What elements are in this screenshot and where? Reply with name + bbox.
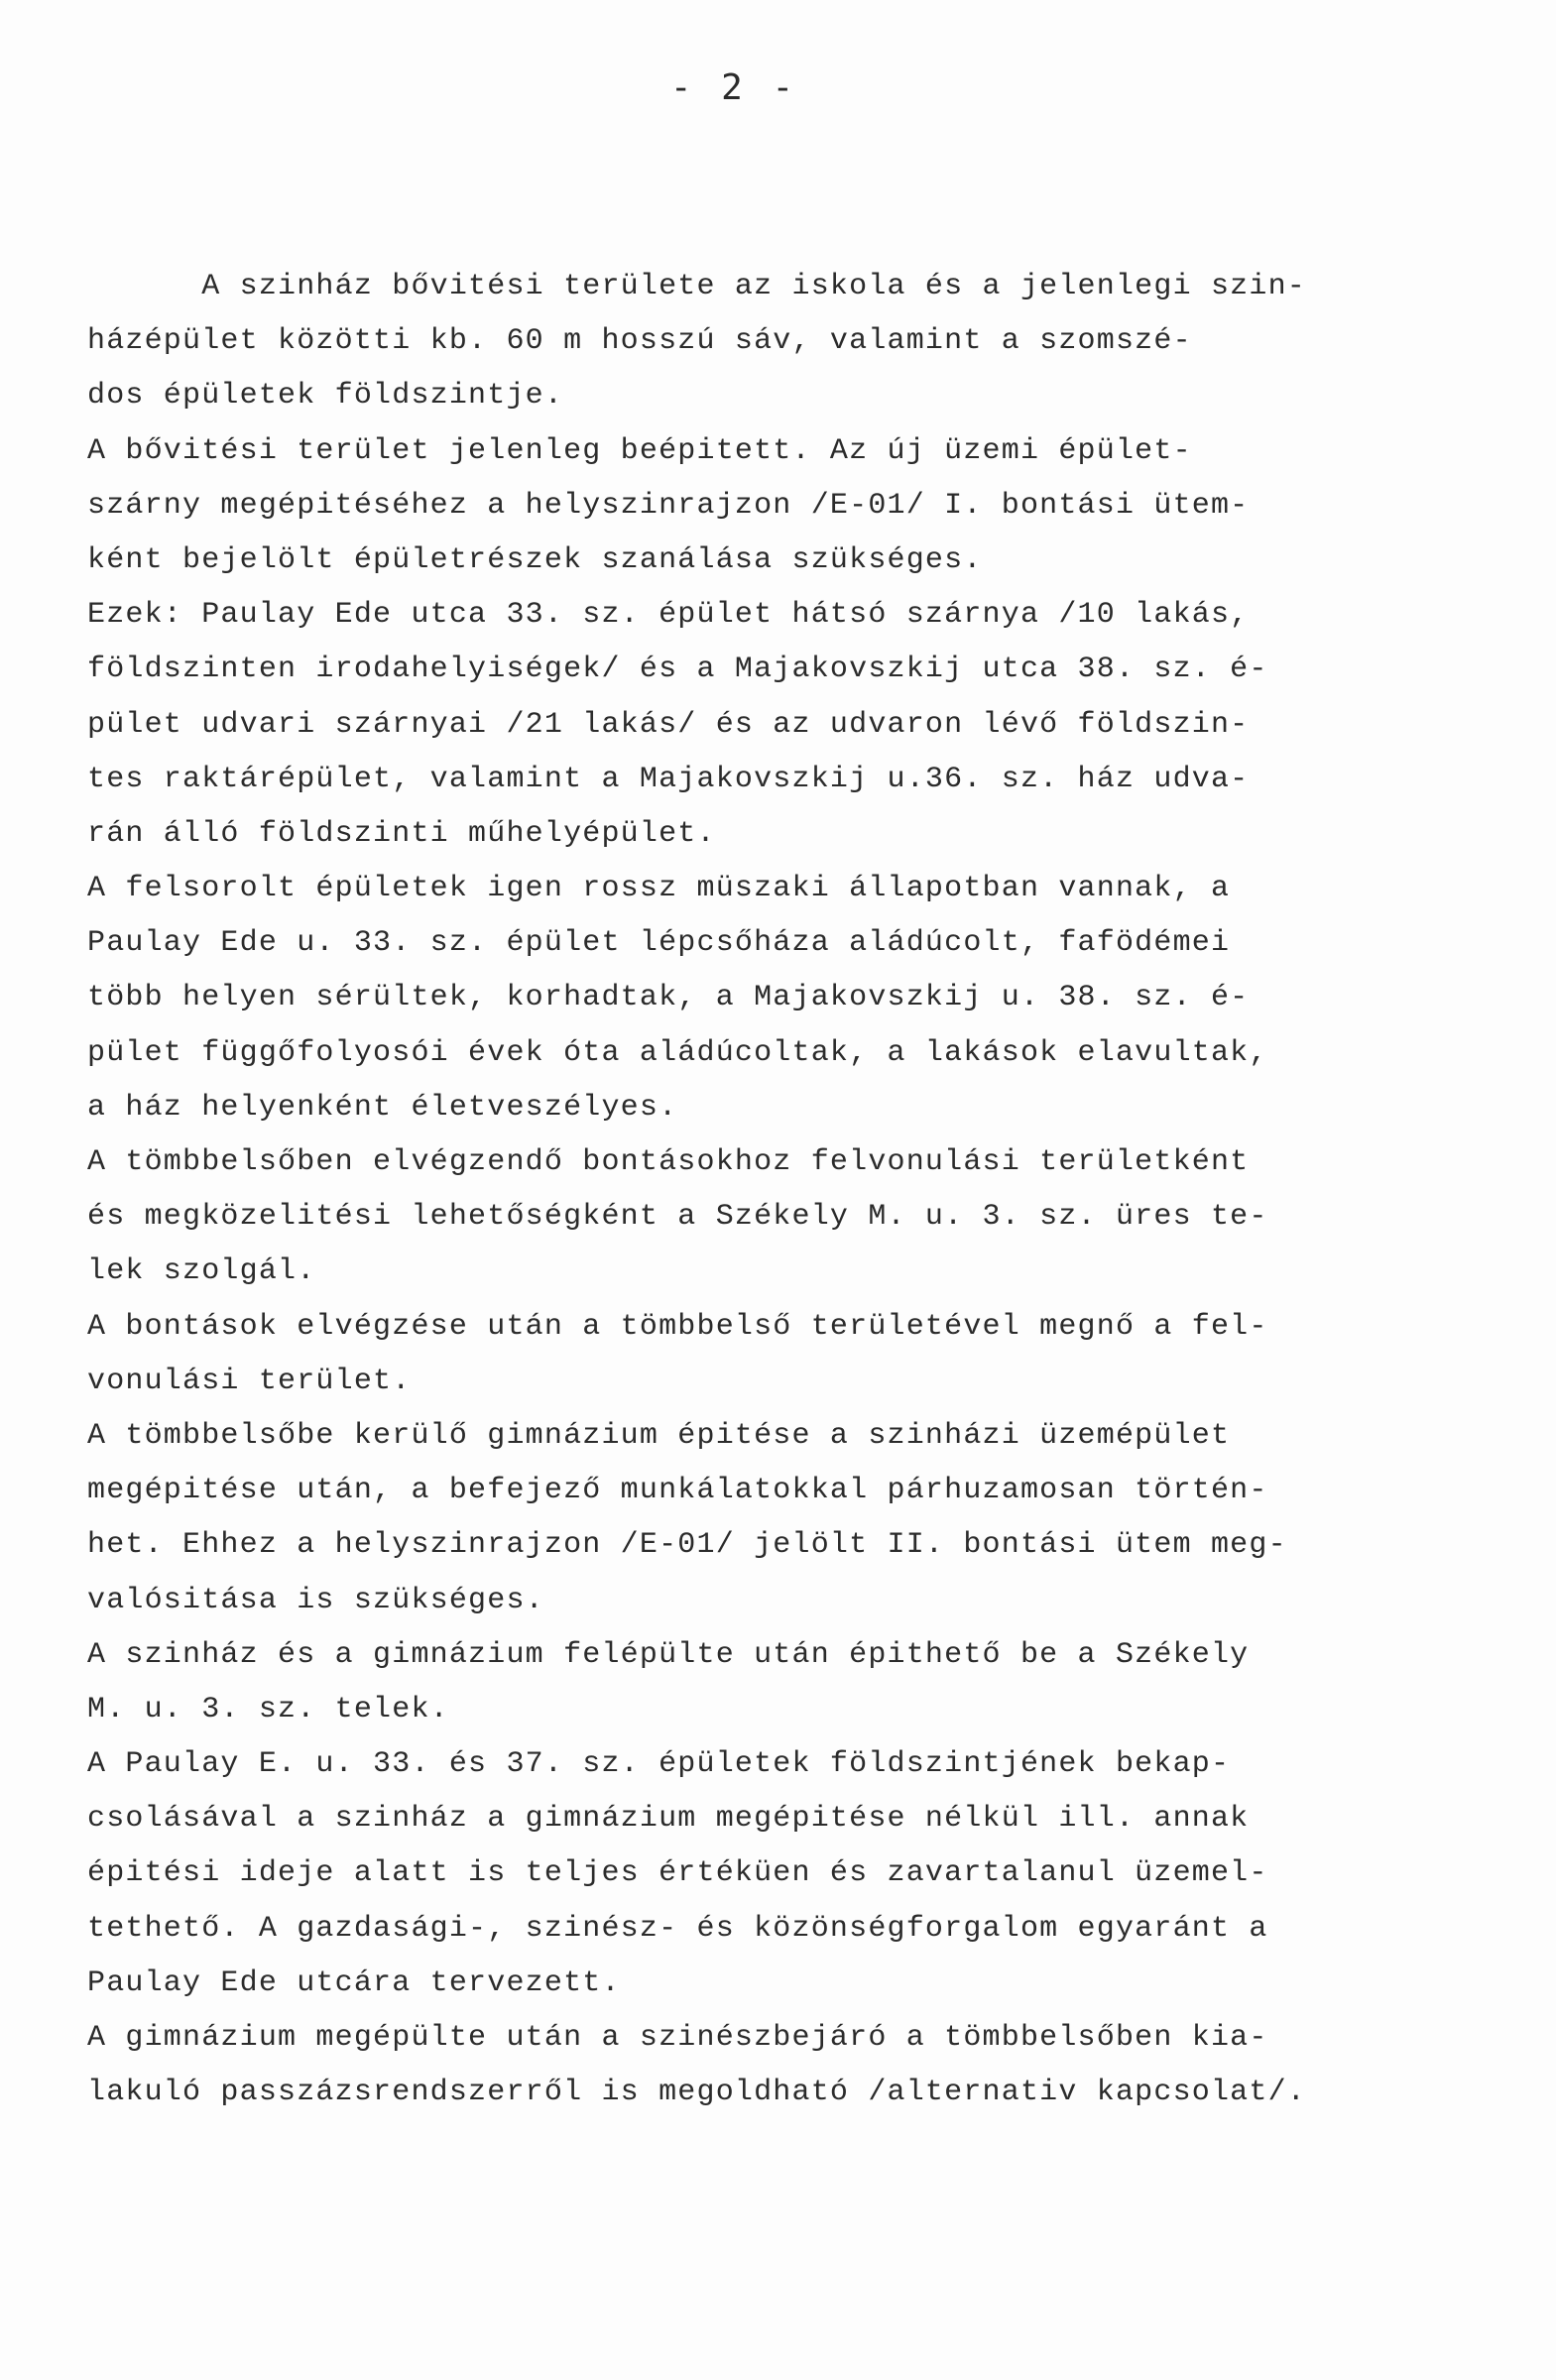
text-line: dos épületek földszintje. bbox=[87, 379, 564, 414]
text-line: M. u. 3. sz. telek. bbox=[87, 1692, 449, 1726]
text-line: A tömbbelsőbe kerülő gimnázium épitése a szinházi üzemépület bbox=[87, 1418, 1231, 1453]
text-line: megépitése után, a befejező munkálatokkal párhuzamosan történ- bbox=[87, 1474, 1268, 1508]
text-line: és megközelitési lehetőségként a Székely M. u. 3. sz. üres te- bbox=[87, 1200, 1268, 1235]
text-line: Ezek: Paulay Ede utca 33. sz. épület hátsó szárnya /10 lakás, bbox=[87, 598, 1250, 633]
text-line: het. Ehhez a helyszinrajzon /E-01/ jelölt II. bontási ütem meg- bbox=[87, 1528, 1287, 1563]
text-line: Paulay Ede utcára tervezett. bbox=[87, 1965, 621, 2000]
text-line: A gimnázium megépülte után a szinészbejáró a tömbbelsőben kia- bbox=[87, 2021, 1268, 2055]
text-line: épitési ideje alatt is teljes értéküen és zavartalanul üzemel- bbox=[87, 1856, 1268, 1891]
text-line: tethető. A gazdasági-, szinész- és közönségforgalom egyaránt a bbox=[87, 1911, 1268, 1946]
text-line: Paulay Ede u. 33. sz. épület lépcsőháza aládúcolt, fafödémei bbox=[87, 926, 1231, 961]
text-line: a ház helyenként életveszélyes. bbox=[87, 1090, 678, 1125]
text-line: A Paulay E. u. 33. és 37. sz. épületek földszintjének bekap- bbox=[87, 1747, 1231, 1782]
text-line: több helyen sérültek, korhadtak, a Majakovszkij u. 38. sz. é- bbox=[87, 981, 1250, 1015]
text-line: tes raktárépület, valamint a Majakovszkij u.36. sz. ház udva- bbox=[87, 762, 1250, 796]
page-number: - 2 - bbox=[669, 67, 798, 108]
text-line: lek szolgál. bbox=[87, 1254, 316, 1289]
text-line: pület függőfolyosói évek óta aládúcoltak, a lakások elavultak, bbox=[87, 1035, 1268, 1070]
text-line: A tömbbelsőben elvégzendő bontásokhoz felvonulási területként bbox=[87, 1145, 1250, 1179]
text-line: A szinház bővitési területe az iskola és a jelenlegi szin- bbox=[87, 270, 1306, 303]
text-line: valósitása is szükséges. bbox=[87, 1583, 544, 1617]
text-line: ként bejelölt épületrészek szanálása szükséges. bbox=[87, 542, 983, 577]
text-line: vonulási terület. bbox=[87, 1364, 412, 1398]
text-line: pület udvari szárnyai /21 lakás/ és az udvaron lévő földszin- bbox=[87, 707, 1250, 742]
text-line: A szinház és a gimnázium felépülte után épithető be a Székely bbox=[87, 1637, 1250, 1672]
text-line: földszinten irodahelyiségek/ és a Majakovszkij utca 38. sz. é- bbox=[87, 653, 1268, 687]
text-line: lakuló passzázsrendszerről is megoldható /alternativ kapcsolat/. bbox=[87, 2076, 1306, 2110]
text-line: házépület közötti kb. 60 m hosszú sáv, valamint a szomszé- bbox=[87, 324, 1192, 359]
text-line: szárny megépitéséhez a helyszinrajzon /E-01/ I. bontási ütem- bbox=[87, 488, 1250, 523]
text-line: A bővitési terület jelenleg beépitett. Az új üzemi épület- bbox=[87, 433, 1192, 468]
text-line: A felsorolt épületek igen rossz müszaki állapotban vannak, a bbox=[87, 872, 1231, 906]
text-line: csolásával a szinház a gimnázium megépitése nélkül ill. annak bbox=[87, 1802, 1250, 1837]
body-text bbox=[87, 260, 1486, 2120]
text-line: rán álló földszinti műhelyépület. bbox=[87, 816, 716, 851]
text-line: A bontások elvégzése után a tömbbelső területével megnő a fel- bbox=[87, 1309, 1268, 1344]
